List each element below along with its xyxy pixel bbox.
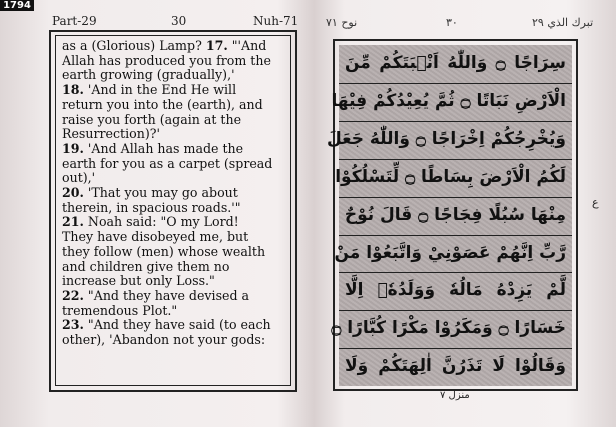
translation-segment: other), 'Abandon not your gods: (62, 332, 266, 348)
translation-line (62, 230, 284, 245)
translation-line (62, 186, 284, 201)
translation-line (62, 157, 284, 172)
line-separator (339, 83, 572, 84)
verse-number: 17. (205, 38, 228, 53)
arabic-line: لَكُمُ الْاَرْضَ بِسَاطًا ۝ لِّتَسْلُكُوْا (335, 166, 566, 187)
part-label-arabic: تبرك الذي ٢٩ (532, 16, 594, 29)
verse-number: 19. (62, 140, 84, 156)
arabic-line: وَقَالُوْا لَا تَذَرُنَّ اٰلِهَتَكُمْ وَلَا (345, 356, 566, 377)
translation-line (62, 215, 284, 230)
arabic-line: خَسَارًا ۝ وَمَكَرُوْا مَكْرًا كُبَّارًا ۝ (331, 318, 566, 339)
translation-segment: "And they have devised a (83, 287, 250, 303)
translation-segment: they follow (men) whose wealth (62, 243, 266, 259)
arabic-line: الْاَرْضِ نَبَاتًا ۝ ثُمَّ يُعِيْدُكُمْ فِيْهَا (331, 90, 566, 111)
translation-segment: earth for you as a carpet (spread (62, 155, 273, 171)
translation-segment: "And they have said (to each (83, 317, 271, 333)
translation-line (62, 113, 284, 128)
translation-line (62, 142, 284, 157)
translation-segment: Resurrection)?' (62, 126, 160, 142)
image-number-label: 1794 (0, 0, 34, 11)
line-separator (339, 310, 572, 311)
manzil-label: منزل ٧ (440, 390, 470, 401)
arabic-line: وَيُخْرِجُكُمْ اِخْرَاجًا ۝ وَاللّٰهُ جَعَلَ (326, 128, 566, 149)
arabic-line: سِرَاجًا ۝ وَاللّٰهُ اَنْۢبَتَكُمْ مِّنَ (345, 53, 566, 73)
translation-line (62, 83, 284, 98)
translation-segment: Noah said: "O my Lord! (83, 214, 239, 230)
translation-segment: Allah has produced you from the (62, 52, 271, 68)
translation-line (62, 68, 284, 83)
translation-line (62, 274, 284, 289)
translation-segment: return you into the (earth), and (62, 96, 263, 112)
arabic-line: مِنْهَا سُبُلًا فِجَاجًا ۝ قَالَ نُوْحٌ (344, 204, 566, 225)
translation-line (62, 39, 284, 54)
translation-segment: as a (Glorious) Lamp? (62, 38, 206, 53)
verse-number: 23. (62, 317, 84, 333)
page-number-arabic: ٣٠ (446, 16, 458, 29)
translation-line (62, 260, 284, 275)
surah-label: Nuh-71 (253, 14, 299, 28)
translation-segment: out),' (62, 170, 96, 186)
translation-line (62, 289, 284, 304)
translation-segment: and children give them no (62, 258, 230, 274)
line-separator (339, 235, 572, 236)
line-separator (339, 197, 572, 198)
translation-line (62, 54, 284, 69)
translation-text (62, 39, 284, 348)
page-number: 30 (171, 14, 187, 28)
verse-number: 22. (62, 287, 84, 303)
translation-line (62, 245, 284, 260)
translation-line (62, 201, 284, 216)
translation-line (62, 333, 284, 348)
line-separator (339, 159, 572, 160)
translation-segment: 'And in the End He will (83, 82, 237, 98)
line-separator (339, 348, 572, 349)
translation-segment: therein, in spacious roads.'" (62, 199, 241, 215)
verse-number: 21. (62, 214, 84, 230)
surah-label-arabic: نوح ٧١ (326, 16, 358, 29)
translation-line (62, 318, 284, 333)
translation-line (62, 171, 284, 186)
translation-line (62, 98, 284, 113)
arabic-line: لَّمْ يَزِدْهُ مَالُهٗ وَوَلَدُهٗۤ اِلَّا (345, 280, 566, 301)
translation-segment: 'And Allah has made the (83, 140, 244, 156)
translation-segment: tremendous Plot." (62, 302, 178, 318)
line-separator (339, 121, 572, 122)
translation-segment: 'That you may go about (83, 185, 238, 201)
translation-segment: "'And (227, 38, 267, 53)
translation-line (62, 127, 284, 142)
translation-line (62, 304, 284, 319)
translation-segment: raise you forth (again at the (62, 111, 242, 127)
verse-number: 20. (62, 185, 84, 201)
verse-number: 18. (62, 82, 84, 98)
translation-segment: increase but only Loss." (62, 273, 215, 289)
arabic-line: رَّبِّ اِنَّهُمْ عَصَوْنِيْ وَاتَّبَعُوْا مَنْ (334, 242, 566, 263)
translation-segment: earth growing (gradually),' (62, 67, 235, 83)
translation-segment: They have disobeyed me, but (62, 229, 249, 245)
part-label: Part-29 (52, 14, 97, 28)
ruku-mark: ع (592, 196, 599, 209)
line-separator (339, 272, 572, 273)
arabic-text-panel (326, 45, 572, 386)
